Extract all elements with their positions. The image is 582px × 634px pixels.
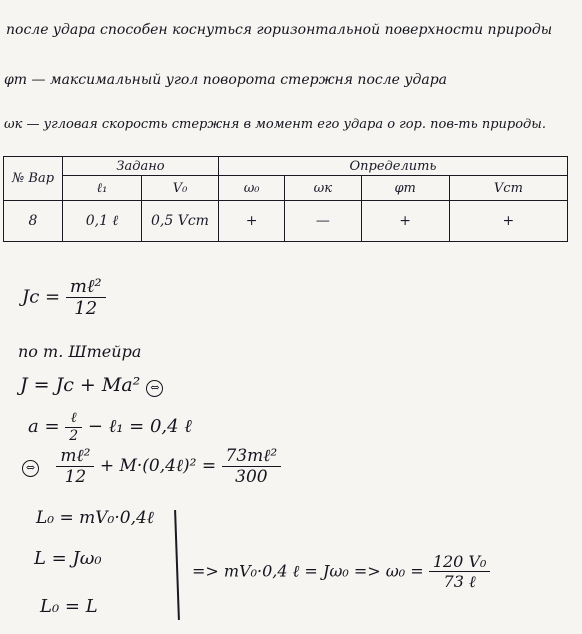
w0-den: 73 ℓ	[443, 572, 476, 591]
header-variant: № Вар	[4, 157, 63, 201]
formula-l0: L₀ = mV₀·0,4ℓ	[36, 508, 154, 528]
jc-num: mℓ²	[66, 276, 106, 298]
jc-den: 12	[74, 298, 98, 319]
text-line-1: после удара способен коснуться горизонтальной поверхности природы	[6, 22, 553, 38]
sub-mid: + M·(0,4ℓ)² =	[99, 456, 217, 476]
header-l1: ℓ₁	[63, 176, 142, 201]
sub-left-num: mℓ²	[56, 446, 94, 467]
sub-left-den: 12	[64, 467, 87, 487]
a-fraction	[65, 410, 82, 444]
header-v0: V₀	[142, 176, 219, 201]
sub-res-num: 73mℓ²	[222, 446, 282, 467]
a-num: ℓ	[65, 410, 82, 428]
chain-text: => mV₀·0,4 ℓ = Jω₀ => ω₀ =	[192, 561, 424, 581]
a-den: 2	[69, 428, 79, 444]
cell-l1: 0,1 ℓ	[63, 201, 142, 242]
w0-fraction	[429, 552, 491, 592]
header-w0: ω₀	[219, 176, 285, 201]
equiv-circle-icon-2: ⇔	[22, 460, 39, 477]
cell-phim: +	[361, 201, 449, 242]
task-table	[3, 156, 568, 242]
header-given: Задано	[63, 157, 219, 176]
cell-wk: —	[285, 201, 361, 242]
jc-left: Jc =	[22, 286, 61, 308]
cell-v0: 0,5 Vсm	[142, 201, 219, 242]
a-rest: − ℓ₁ = 0,4 ℓ	[87, 416, 192, 437]
equiv-circle-icon: ⇔	[146, 380, 163, 397]
formula-l: L = Jω₀	[34, 548, 102, 569]
table-row	[4, 201, 568, 242]
cell-vcm: +	[449, 201, 567, 242]
j-eq: J = Jc + Ma²	[20, 374, 141, 396]
steiner-label: по т. Штейра	[18, 342, 142, 361]
header-wk: ωк	[285, 176, 361, 201]
cell-w0: +	[219, 201, 285, 242]
text-line-2: φm — максимальный угол поворота стержня после удара	[4, 72, 448, 88]
formula-substitution	[22, 446, 281, 487]
formula-jc	[22, 276, 106, 319]
header-find: Определить	[219, 157, 568, 176]
sub-left-fraction	[56, 446, 94, 487]
sub-result-fraction	[222, 446, 282, 487]
formula-l0-eq-l: L₀ = L	[40, 596, 98, 617]
w0-num: 120 V₀	[429, 552, 491, 572]
cell-variant: 8	[4, 201, 63, 242]
header-vcm: Vcm	[449, 176, 567, 201]
header-phim: φm	[361, 176, 449, 201]
divider-line	[174, 510, 180, 620]
text-line-3: ωк — угловая скорость стержня в момент его удара о гор. пов-ть природы.	[4, 117, 547, 132]
sub-res-den: 300	[235, 467, 268, 487]
formula-a	[28, 410, 192, 444]
jc-fraction	[66, 276, 106, 319]
formula-j	[20, 374, 163, 397]
formula-chain	[192, 552, 490, 592]
a-eq: a =	[28, 416, 66, 437]
